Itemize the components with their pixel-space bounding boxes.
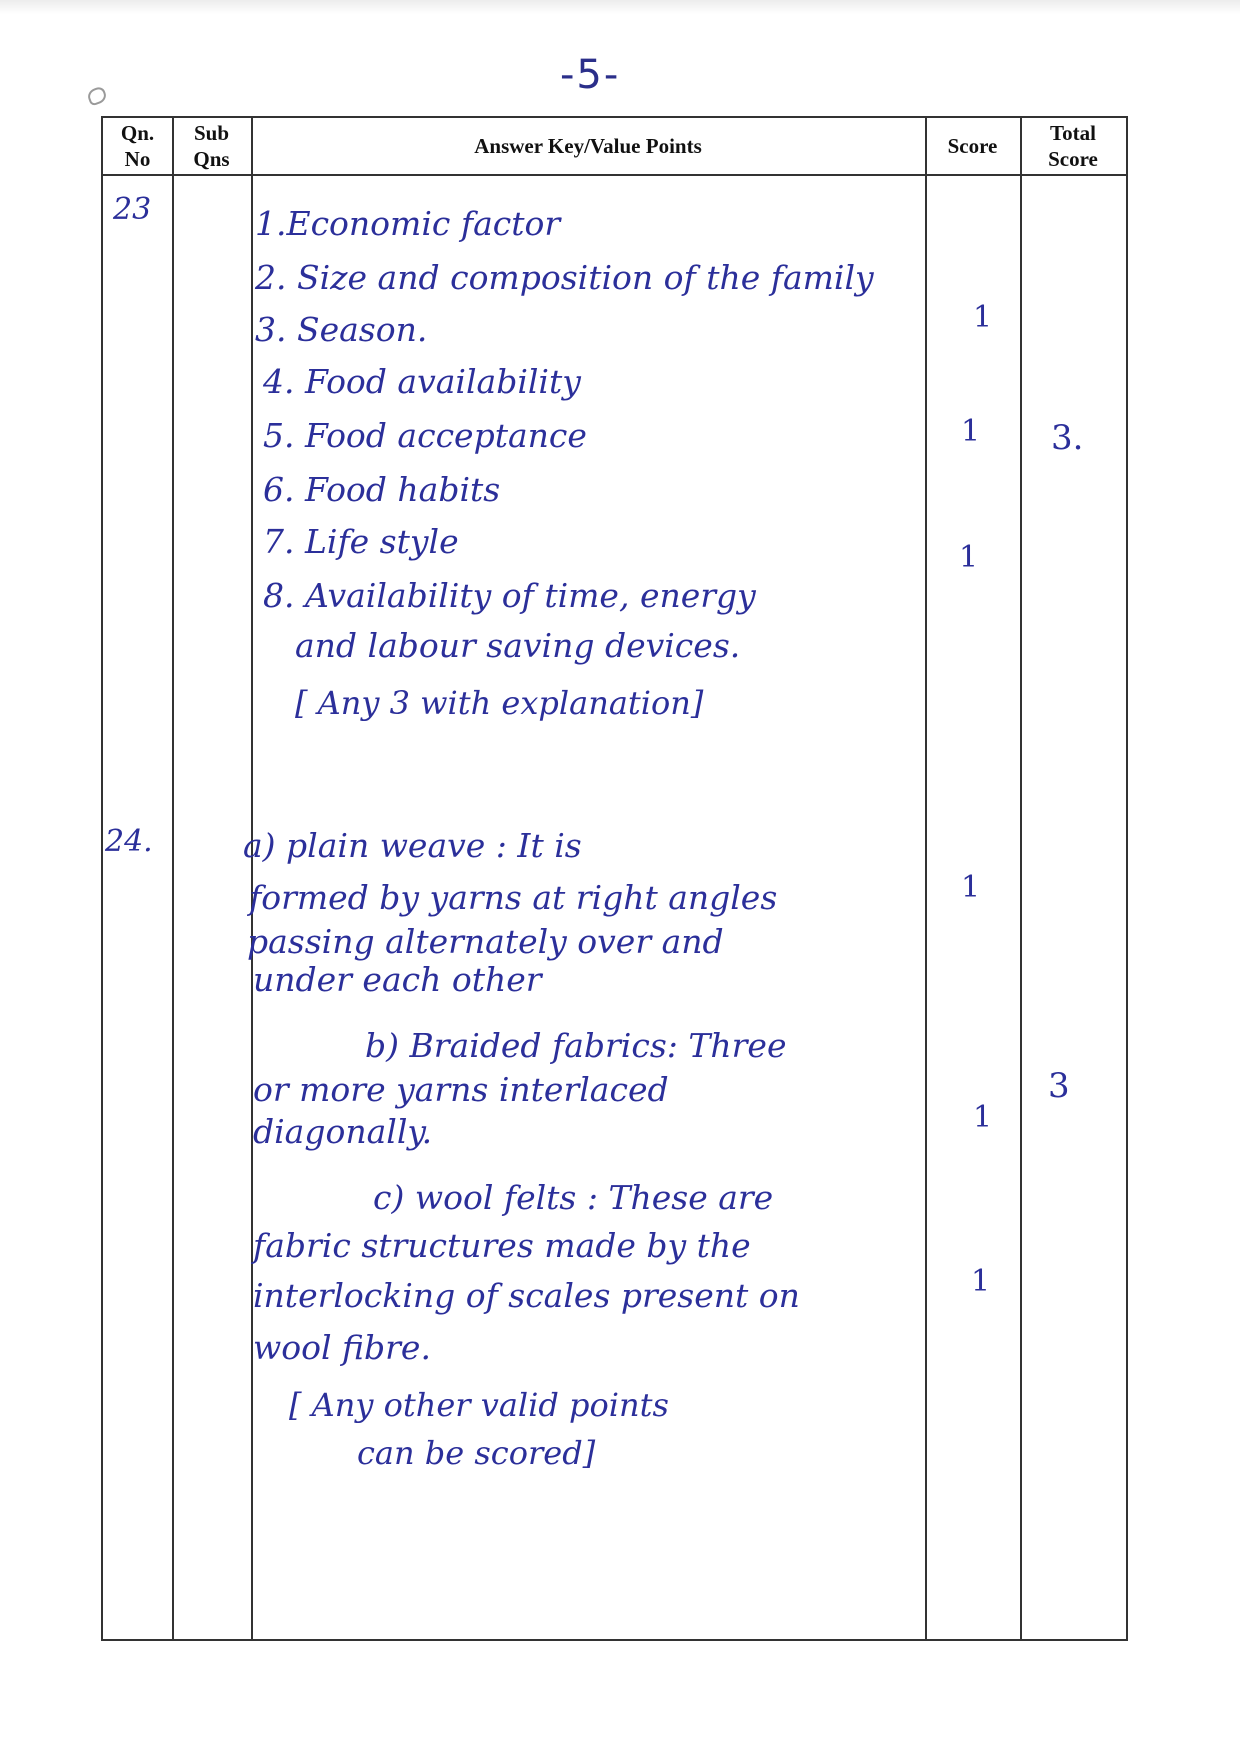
marking-note: [ Any other valid points [289,1386,669,1424]
score-value: 1 [961,414,981,449]
marking-note: [ Any 3 with explanation] [295,684,704,722]
answer-line: fabric structures made by the [253,1226,751,1265]
answer-line: 1.Economic factor [255,204,561,243]
table-header [103,118,1126,176]
answer-line: passing alternately over and [247,922,724,961]
answer-line: 2. Size and composition of the family [255,258,874,297]
header-qn-no: Qn. No [120,121,155,171]
header-total-score: Total Score [1048,121,1098,171]
answer-key-table [101,116,1128,1641]
question-number-24: 24. [105,824,153,859]
answer-line: and labour saving devices. [295,626,741,665]
header-answer-key: Answer Key/Value Points [474,134,702,158]
answer-line: 7. Life style [263,522,459,561]
stray-mark [86,85,108,106]
page-number: -5- [560,52,621,98]
answer-line: wool fibre. [253,1328,431,1367]
question-number-23: 23 [113,192,152,227]
answer-line: c) wool felts : These are [373,1178,774,1217]
answer-line: 8. Availability of time, energy [263,576,756,615]
column-divider [925,118,927,1639]
answer-line: or more yarns interlaced [253,1070,669,1109]
score-value: 1 [971,1264,991,1299]
total-score-24: 3 [1048,1066,1070,1106]
header-sub-qns: Sub Qns [193,121,230,171]
total-score-23: 3. [1051,418,1084,458]
score-value: 1 [959,540,979,575]
answer-line: interlocking of scales present on [253,1276,800,1315]
answer-line: b) Braided fabrics: Three [365,1026,787,1065]
answer-line: diagonally. [253,1112,433,1151]
score-value: 1 [973,300,993,335]
header-score: Score [947,134,998,158]
answer-line: 3. Season. [255,310,428,349]
column-divider [1020,118,1022,1639]
score-value: 1 [961,870,981,905]
answer-line: 4. Food availability [263,362,581,401]
answer-line: a) plain weave : It is [243,826,582,865]
answer-line: formed by yarns at right angles [249,878,778,917]
answer-line: 6. Food habits [263,470,501,509]
answer-line: 5. Food acceptance [263,416,587,455]
score-value: 1 [973,1100,993,1135]
marking-note: can be scored] [357,1434,596,1472]
answer-line: under each other [253,960,542,999]
scan-edge [0,0,1240,14]
column-divider [172,118,174,1639]
